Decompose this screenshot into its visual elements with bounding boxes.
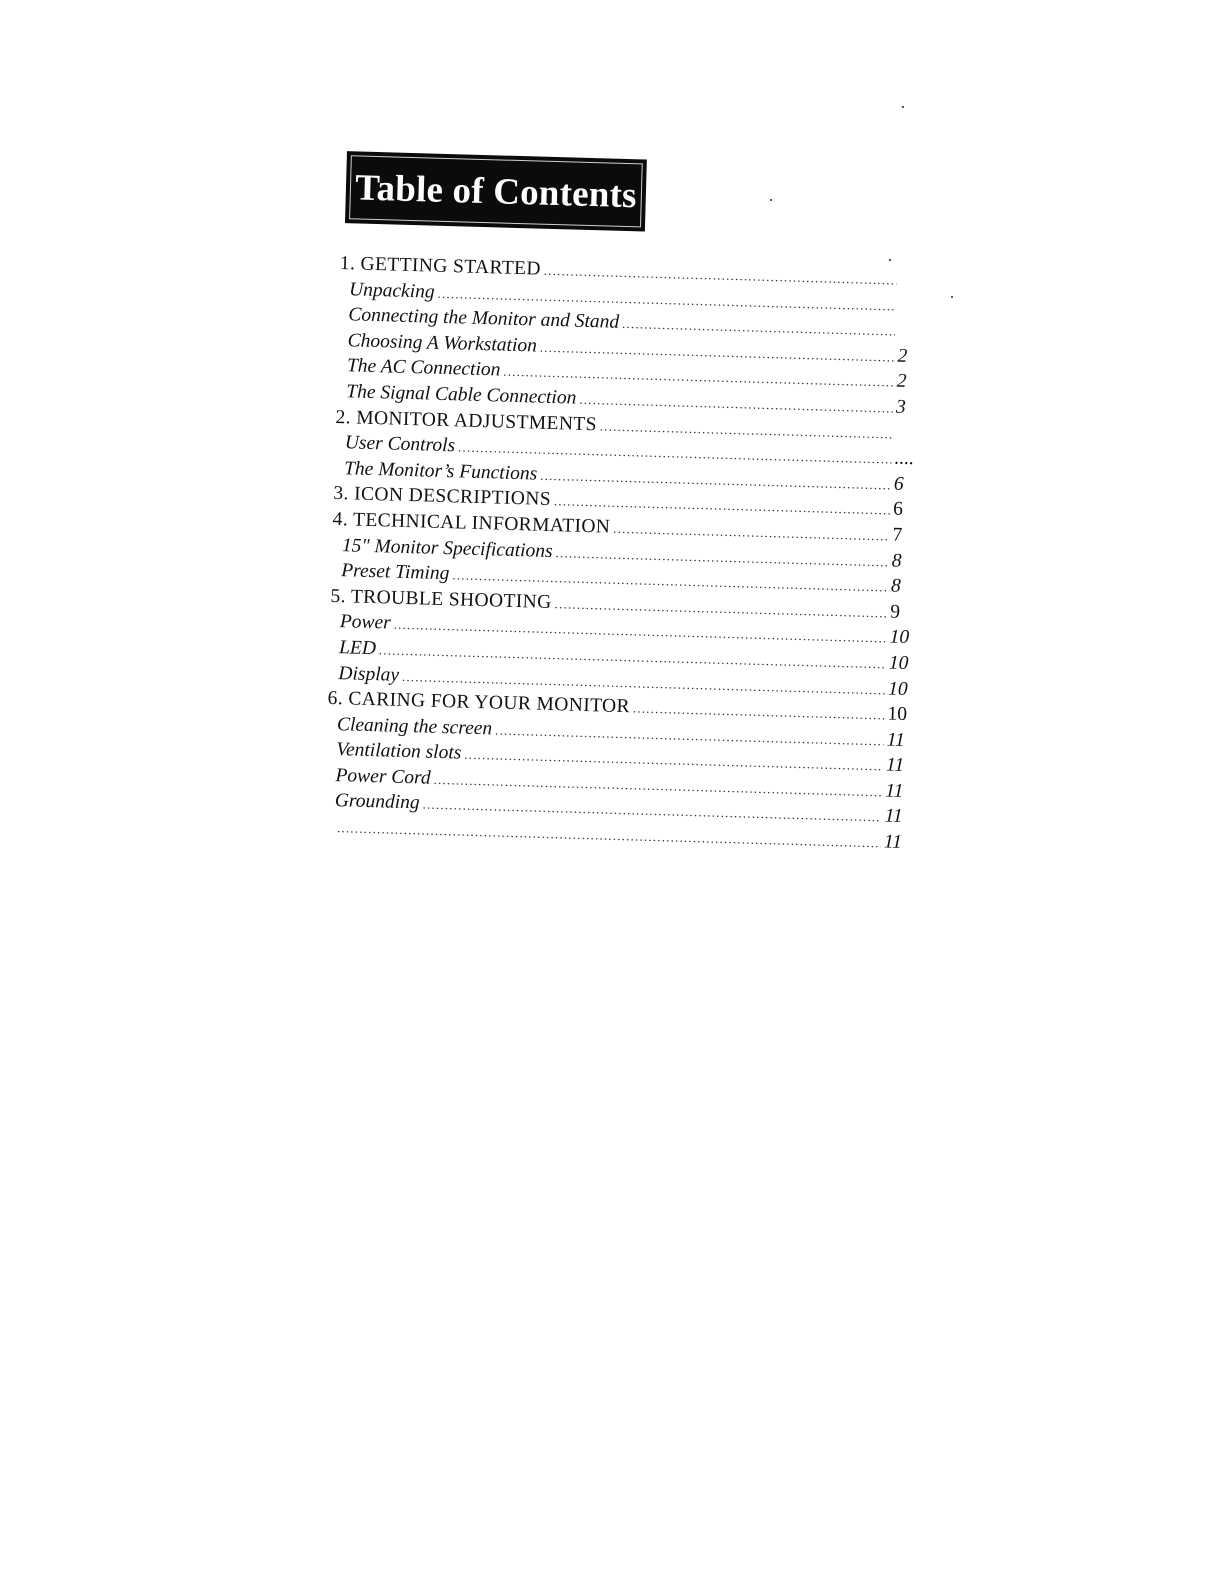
toc-entry-label: Grounding <box>334 790 420 814</box>
toc-page-number: 2 <box>896 370 907 393</box>
toc-entry-label: Ventilation slots <box>335 739 462 764</box>
toc-page-number <box>898 336 920 337</box>
toc-entry-label: LED <box>338 637 377 660</box>
toc-entry-label: User Controls <box>344 432 456 457</box>
toc-entry-label: The Signal Cable Connection <box>345 381 577 409</box>
toc-page-number: 6 <box>892 498 904 521</box>
toc-page-number: 10 <box>888 652 909 674</box>
toc-page-number: .... <box>894 447 915 470</box>
toc-entry-label: Connecting the Monitor and Stand <box>348 304 620 334</box>
toc-entry-label: 3. ICON DESCRIPTIONS <box>333 483 552 511</box>
toc-page-number: 11 <box>886 729 906 751</box>
toc-entry-label: Power Cord <box>335 764 431 789</box>
toc-page-number: 10 <box>887 703 908 726</box>
toc-entry-label: The Monitor’s Functions <box>343 457 538 485</box>
toc-page-number <box>899 285 921 286</box>
toc-entry-label: Power <box>339 611 392 634</box>
toc-entry-label: 2. MONITOR ADJUSTMENTS <box>335 406 598 435</box>
toc-page-number <box>895 438 917 439</box>
toc-entry-label: 6. CARING FOR YOUR MONITOR <box>327 687 631 718</box>
toc-page-number: 11 <box>883 831 903 853</box>
toc-entry-label: Cleaning the screen <box>336 713 493 740</box>
toc-entry-label: Display <box>338 662 400 686</box>
toc-entry-label: Choosing A Workstation <box>347 330 538 357</box>
toc-entry-label: The AC Connection <box>346 355 501 381</box>
table-of-contents <box>285 150 965 888</box>
toc-page-number: 7 <box>892 524 903 546</box>
toc-entry-label: 1. GETTING STARTED <box>339 253 542 280</box>
scan-speck <box>902 106 904 108</box>
title-banner <box>345 151 647 231</box>
toc-page-number: 11 <box>884 805 903 828</box>
page-title: Table of Contents <box>354 166 638 216</box>
toc-page-number: 2 <box>897 345 908 367</box>
toc-page-number: 10 <box>889 626 910 649</box>
title-frame <box>349 155 643 227</box>
toc-page-number: 3 <box>895 396 907 418</box>
toc-entry-label: Unpacking <box>348 278 435 303</box>
toc-page-number: 8 <box>890 575 902 597</box>
toc-page-number: 9 <box>890 601 901 623</box>
toc-page-number: 11 <box>885 754 905 777</box>
toc-page-number: 10 <box>887 677 908 700</box>
toc-entry-label: 4. TECHNICAL INFORMATION <box>332 508 611 538</box>
toc-entry-label: 5. TROUBLE SHOOTING <box>330 585 552 613</box>
toc-page-number: 6 <box>893 473 904 495</box>
toc-page-number: 11 <box>885 780 904 802</box>
toc-entries <box>286 250 942 856</box>
toc-page-number: 8 <box>891 550 902 572</box>
toc-entry-label: 15" Monitor Specifications <box>341 534 553 562</box>
toc-entry-label: Preset Timing <box>340 560 450 585</box>
toc-page-number <box>899 310 921 311</box>
